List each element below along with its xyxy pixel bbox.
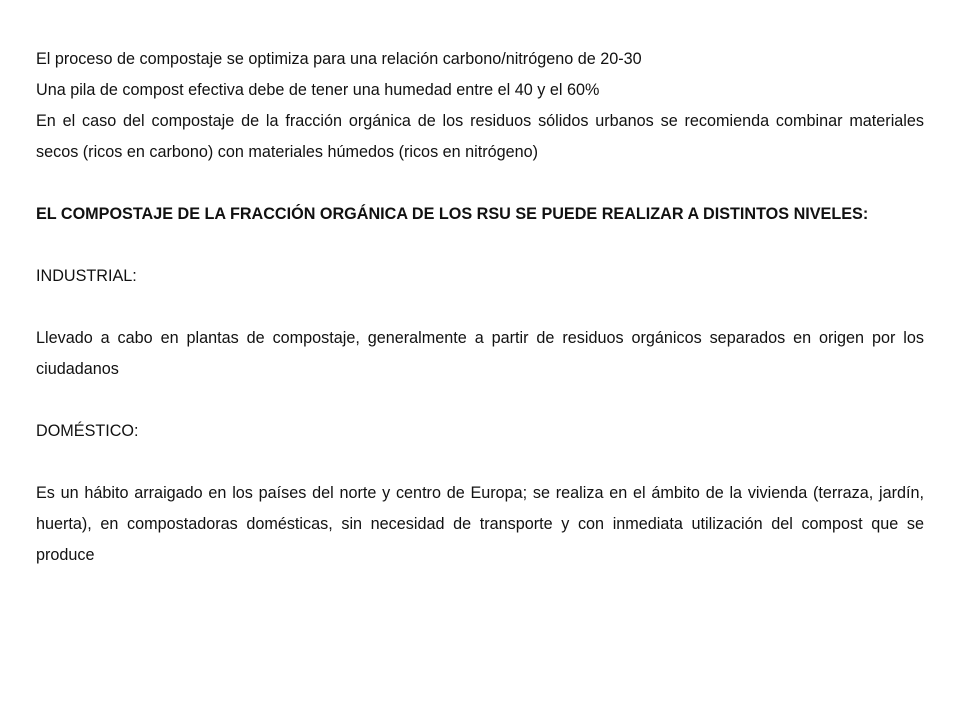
domestic-title: DOMÉSTICO: — [36, 422, 139, 440]
document-body — [36, 44, 924, 571]
industrial-paragraph: Llevado a cabo en plantas de compostaje, generalmente a partir de residuos orgánicos separados en origen por los ciudadanos — [36, 329, 924, 378]
spacer — [36, 447, 924, 478]
spacer — [36, 292, 924, 323]
spacer — [36, 168, 924, 199]
spacer — [36, 385, 924, 416]
humidity-line: Una pila de compost efectiva debe de tener una humedad entre el 40 y el 60% — [36, 81, 600, 99]
industrial-title: INDUSTRIAL: — [36, 267, 137, 285]
carbon-nitrogen-ratio-line: El proceso de compostaje se optimiza para una relación carbono/nitrógeno de 20-30 — [36, 50, 642, 68]
domestic-paragraph: Es un hábito arraigado en los países del norte y centro de Europa; se realiza en el ámbito de la vivienda (terraza, jardín, huerta), en compostadoras domésticas, sin necesidad de transporte y con inmediata utilización del compost que se produce — [36, 484, 924, 564]
levels-heading: EL COMPOSTAJE DE LA FRACCIÓN ORGÁNICA DE LOS RSU SE PUEDE REALIZAR A DISTINTOS NIVELES: — [36, 205, 869, 223]
combine-materials-paragraph: En el caso del compostaje de la fracción orgánica de los residuos sólidos urbanos se recomienda combinar materiales secos (ricos en carbono) con materiales húmedos (ricos en nitrógeno) — [36, 112, 924, 161]
spacer — [36, 230, 924, 261]
